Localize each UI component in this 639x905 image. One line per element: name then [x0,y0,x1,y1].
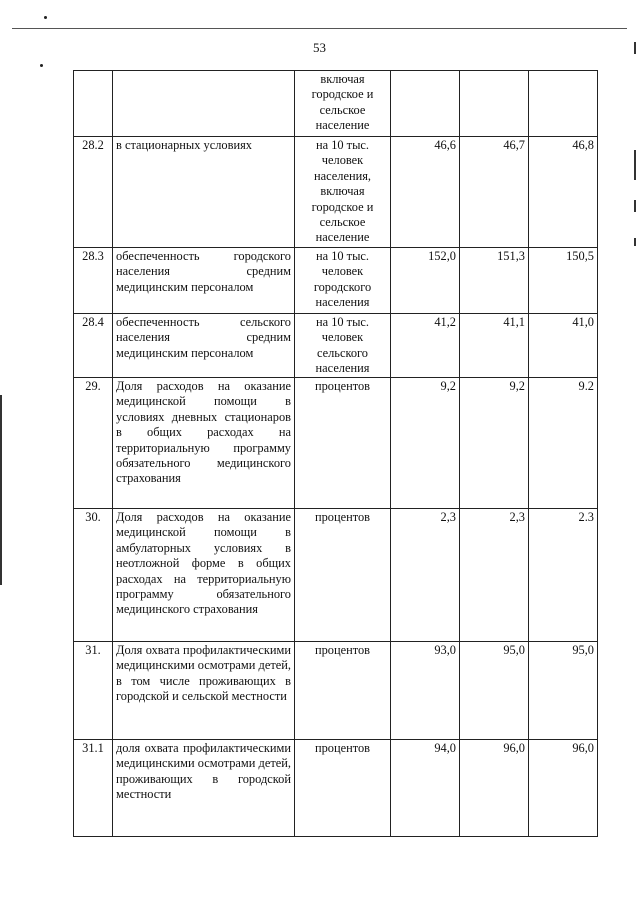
unit-cell: процентов [295,642,391,740]
row-number: 31. [74,642,113,740]
indicator-name: доля охвата профилактическими медицинскими осмотрами детей, проживающих в городской местности [113,740,295,837]
value-cell: 152,0 [391,248,460,314]
table-row [74,509,598,642]
table-row [74,137,598,248]
value-cell [529,71,598,137]
value-cell [460,71,529,137]
value-cell: 46,6 [391,137,460,248]
scan-edge-mark [634,200,636,212]
row-number: 31.1 [74,740,113,837]
indicator-name: обеспеченность городского населения средним медицинским персоналом [113,248,295,314]
unit-cell: процентов [295,378,391,509]
value-cell: 9,2 [391,378,460,509]
value-cell: 96,0 [460,740,529,837]
table-row [74,314,598,378]
indicator-name [113,71,295,137]
unit-cell: на 10 тыс. человек населения, включая городское и сельское население [295,137,391,248]
value-cell: 41,2 [391,314,460,378]
table-row [74,378,598,509]
indicator-table [73,70,598,837]
value-cell: 2,3 [460,509,529,642]
scan-edge-mark [0,395,2,585]
value-cell: 46,8 [529,137,598,248]
scan-speck [40,64,43,67]
value-cell: 93,0 [391,642,460,740]
value-cell: 41,1 [460,314,529,378]
table-row [74,642,598,740]
value-cell: 150,5 [529,248,598,314]
indicator-name: Доля расходов на оказание медицинской помощи в амбулаторных условиях в неотложной форме в общих расходах на территориальную программу обязательного медицинского страхования [113,509,295,642]
row-number [74,71,113,137]
value-cell: 2,3 [391,509,460,642]
scan-speck [44,16,47,19]
row-number: 28.3 [74,248,113,314]
table-row [74,740,598,837]
value-cell: 95,0 [529,642,598,740]
indicator-name: в стационарных условиях [113,137,295,248]
value-cell: 9,2 [460,378,529,509]
table-row [74,248,598,314]
unit-cell: процентов [295,509,391,642]
scan-edge-mark [634,150,636,180]
row-number: 28.4 [74,314,113,378]
value-cell: 94,0 [391,740,460,837]
page-number: 53 [313,40,326,55]
scan-edge-mark [634,238,636,246]
value-cell: 151,3 [460,248,529,314]
row-number: 30. [74,509,113,642]
indicator-name: Доля охвата профилактическими медицинскими осмотрами детей, в том числе проживающих в городской и сельской местности [113,642,295,740]
value-cell: 95,0 [460,642,529,740]
unit-cell: включая городское и сельское население [295,71,391,137]
value-cell: 9.2 [529,378,598,509]
row-number: 28.2 [74,137,113,248]
table-row [74,71,598,137]
unit-cell: на 10 тыс. человек сельского населения [295,314,391,378]
value-cell [391,71,460,137]
unit-cell: процентов [295,740,391,837]
unit-cell: на 10 тыс. человек городского населения [295,248,391,314]
top-rule [12,28,627,29]
value-cell: 96,0 [529,740,598,837]
value-cell: 2.3 [529,509,598,642]
value-cell: 41,0 [529,314,598,378]
row-number: 29. [74,378,113,509]
value-cell: 46,7 [460,137,529,248]
indicator-name: обеспеченность сельского населения средним медицинским персоналом [113,314,295,378]
indicator-name: Доля расходов на оказание медицинской помощи в условиях дневных стационаров в общих расходах на территориальную программу обязательного медицинского страхования [113,378,295,509]
